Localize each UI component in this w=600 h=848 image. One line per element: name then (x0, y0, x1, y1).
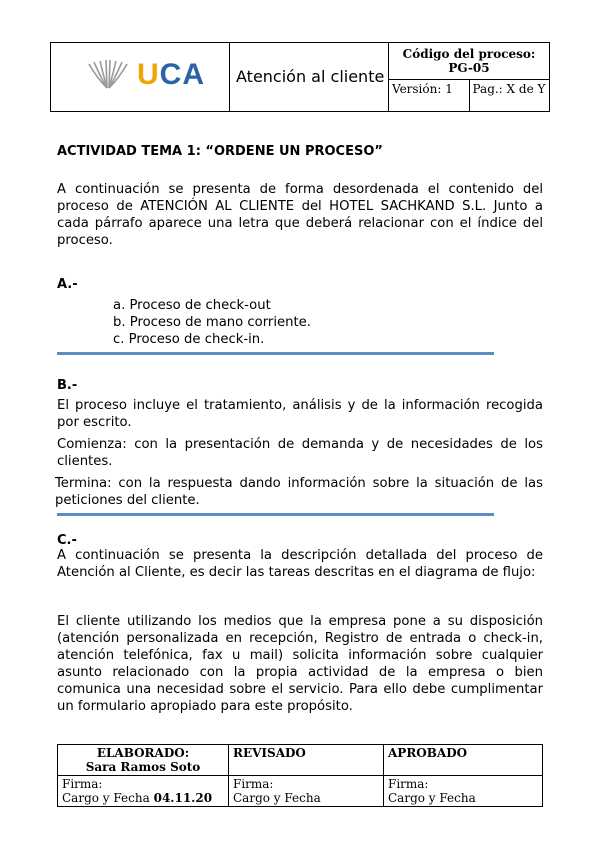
uca-logo (85, 58, 205, 92)
intro-paragraph: A continuación se presenta de forma desordenada el contenido del proceso de ATENCIÓN AL CLIENTE del HOTEL SACHKAND S.L. Junto a cada párrafo aparece una letra que deberá relacionar con el índice del proceso. (57, 182, 543, 248)
activity-title: ACTIVIDAD TEMA 1: “ORDENE UN PROCESO” (57, 144, 383, 159)
section-b-paragraph: Termina: con la respuesta dando información sobre la situación de las peticiones del cliente. (55, 476, 543, 508)
version: Versión: 1 (389, 80, 470, 112)
logo-cell (51, 43, 230, 112)
section-divider (57, 513, 494, 516)
revisado-label: REVISADO (229, 745, 384, 776)
section-c-paragraph: A continuación se presenta la descripción detallada del proceso de Atención al Cliente, es decir las tareas descritas en el diagrama de flujo: (57, 548, 543, 580)
page-number: Pag.: X de Y (469, 80, 550, 112)
process-code-value: PG-05 (448, 61, 490, 75)
list-item: b. Proceso de mano corriente. (113, 315, 311, 330)
elaborado-signature-cell (58, 776, 229, 807)
section-a-list (113, 297, 311, 348)
uca-emblem-icon (85, 58, 131, 92)
section-divider (57, 352, 494, 355)
elaborado-label: ELABORADO: (96, 746, 190, 760)
aprobado-label: APROBADO (384, 745, 543, 776)
aprobado-signature-cell (384, 776, 543, 807)
list-item: a. Proceso de check-out (113, 298, 271, 313)
section-b-paragraph: El proceso incluye el tratamiento, análisis y de la información recogida por escrito. (57, 398, 543, 430)
process-code-label: Código del proceso: (402, 47, 536, 61)
list-item: c. Proceso de check-in. (113, 332, 265, 347)
section-b-heading: B.- (57, 378, 78, 393)
approval-table (57, 744, 543, 807)
process-code (389, 43, 550, 80)
section-c-heading: C.- (57, 533, 77, 548)
section-c-paragraph: El cliente utilizando los medios que la empresa pone a su disposición (atención personalizada en recepción, Registro de entrada o check-in, atención telefónica, fax u mail) solicita información sobre cualquier asunto relacionado con la propia actividad de la empresa o bien comunica una necesidad sobre el servicio. Para ello debe cumplimentar un formulario apropiado para este propósito. (57, 614, 543, 714)
elaborado-name: Sara Ramos Soto (85, 760, 201, 774)
cargo-fecha-label: Cargo y Fecha 04.11.20 (62, 791, 213, 805)
section-b-paragraph: Comienza: con la presentación de demanda y de necesidades de los clientes. (57, 437, 543, 469)
cargo-fecha-label: Cargo y Fecha (233, 791, 321, 805)
firma-label: Firma: (62, 777, 103, 791)
section-a-heading: A.- (57, 277, 78, 292)
firma-label: Firma: (388, 777, 429, 791)
fecha-value: 04.11.20 (153, 791, 213, 805)
cargo-fecha-label: Cargo y Fecha (388, 791, 476, 805)
elaborado-cell (58, 745, 229, 776)
uca-logo-text: UCA (136, 58, 205, 91)
document-title: Atención al cliente (230, 43, 389, 112)
document-header (50, 42, 550, 112)
firma-label: Firma: (233, 777, 274, 791)
revisado-signature-cell (229, 776, 384, 807)
